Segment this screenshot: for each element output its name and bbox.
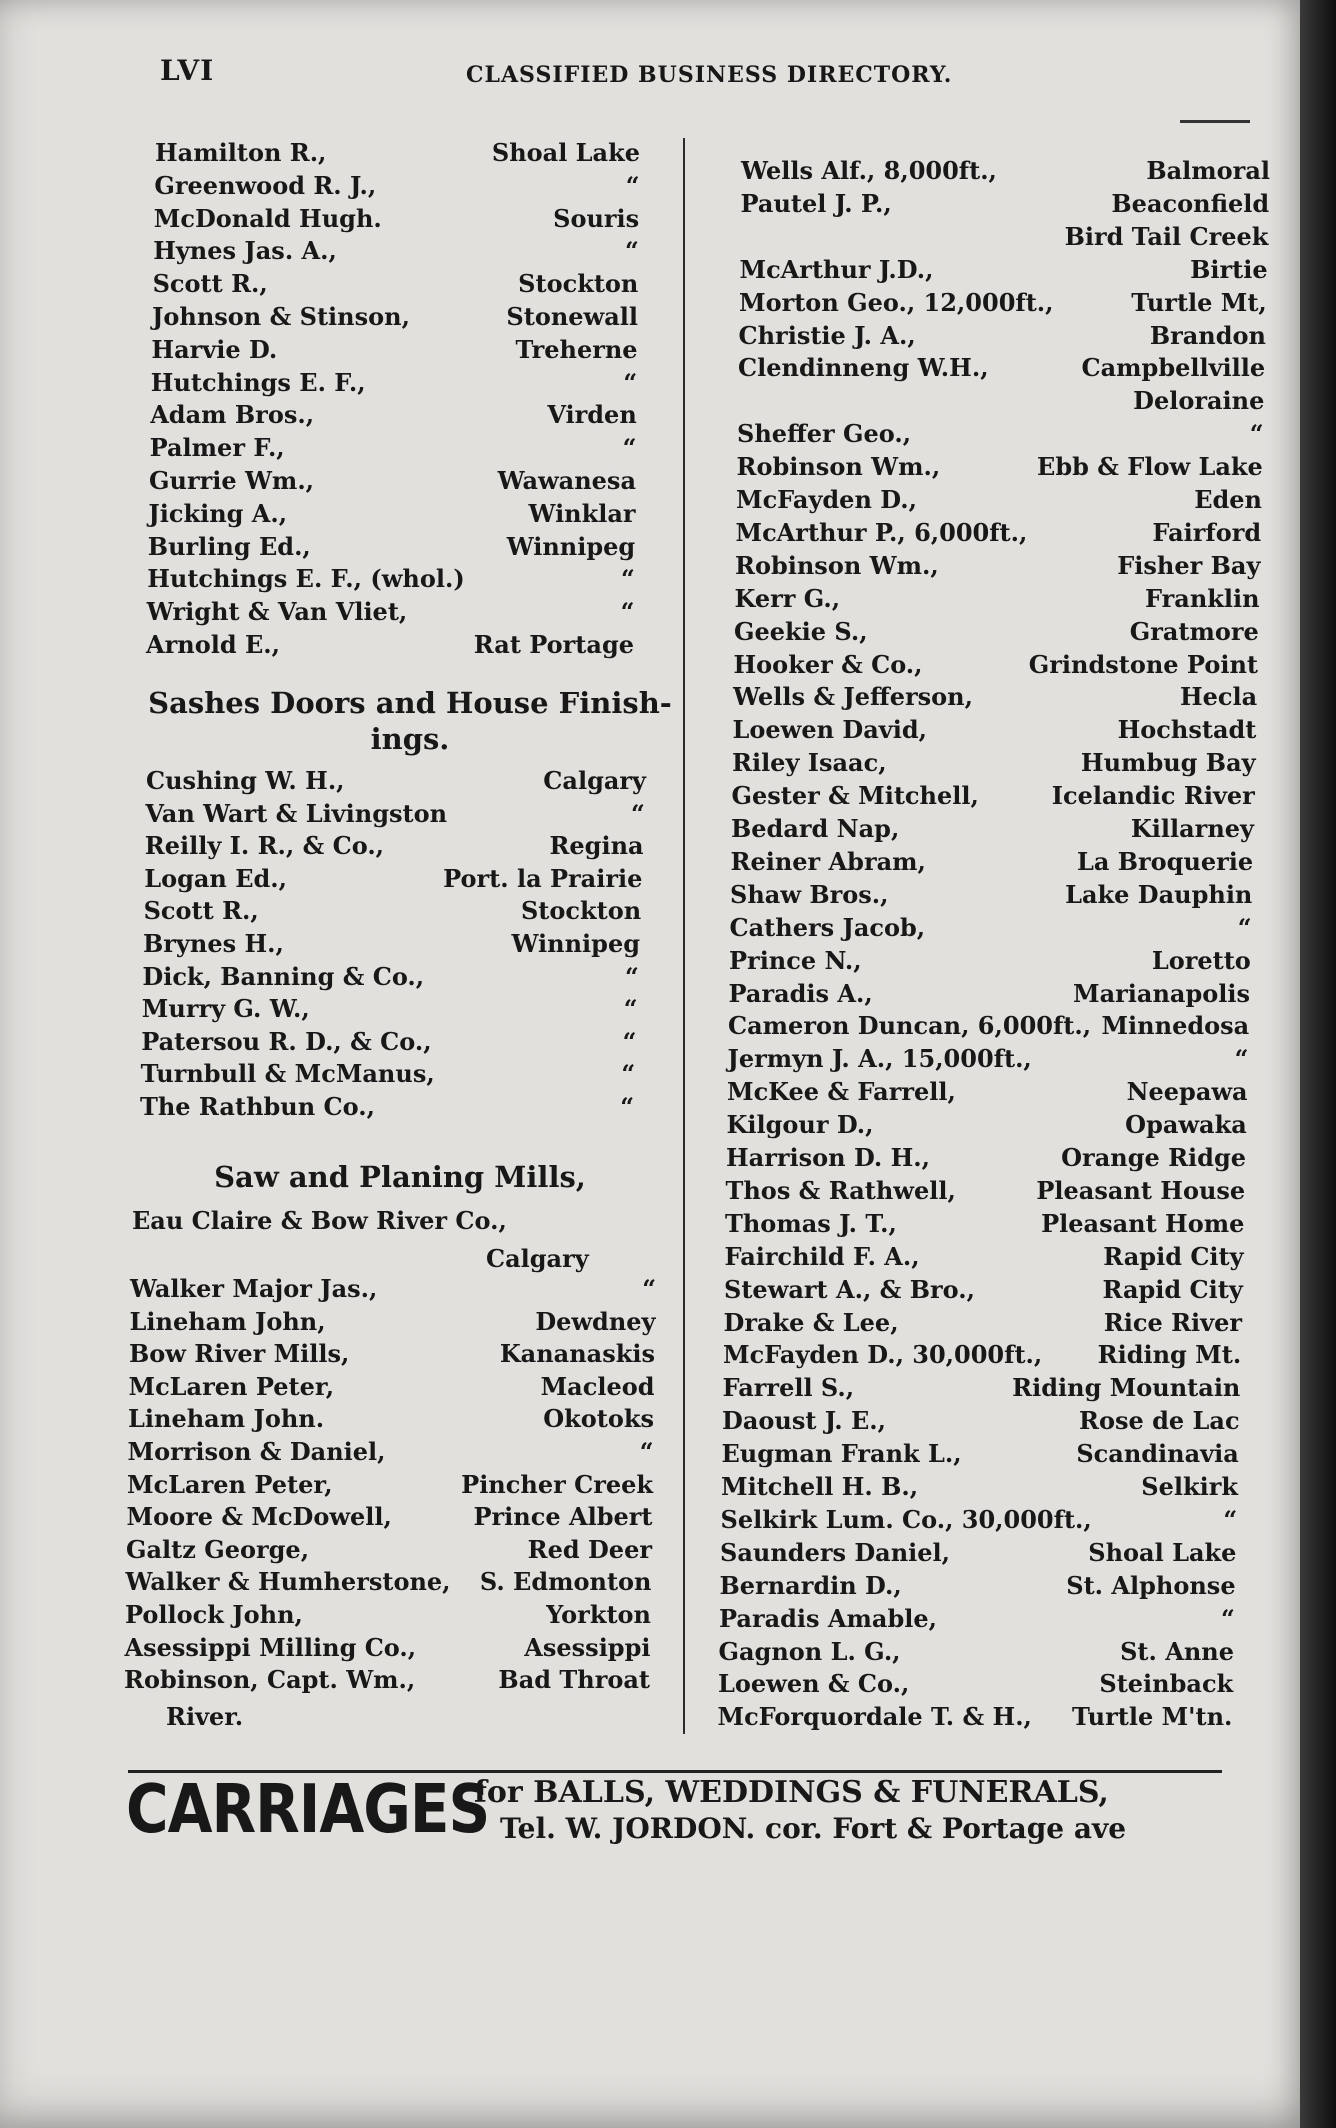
- entry-name: Patersou R. D., & Co.,: [141, 1026, 432, 1056]
- entry-place: Winnipeg: [511, 929, 640, 958]
- entry-name: Morrison & Daniel,: [127, 1437, 386, 1466]
- entry-name: Paradis A.,: [728, 978, 873, 1008]
- entry-name: Hooker & Co.,: [733, 649, 923, 679]
- entry-name: McLaren Peter,: [128, 1371, 335, 1401]
- directory-entry: [721, 1472, 1238, 1504]
- entry-place: Macleod: [540, 1371, 655, 1401]
- entry-place: Beaconfield: [1111, 188, 1270, 218]
- entry-place: Stockton: [520, 896, 642, 926]
- entry-name: Hynes Jas. A.,: [153, 236, 337, 266]
- entry-name: Gagnon L. G.,: [718, 1636, 901, 1666]
- entry-place: Balmoral: [1146, 156, 1270, 185]
- entry-name: Gester & Mitchell,: [731, 781, 979, 811]
- entry-name: Thos & Rathwell,: [725, 1175, 956, 1205]
- entry-place: Winnipeg: [506, 531, 636, 561]
- entry-place: “: [1223, 1504, 1238, 1534]
- directory-entry: [719, 1604, 1235, 1636]
- directory-entry: [143, 929, 640, 961]
- entry-place: Hochstadt: [1117, 715, 1257, 745]
- entry-name: McFayden D.,: [736, 485, 917, 514]
- directory-entry: [731, 814, 1254, 846]
- entry-name: Kilgour D.,: [726, 1110, 874, 1140]
- entry-place: St. Alphonse: [1066, 1570, 1236, 1600]
- entry-name: Shaw Bros.,: [730, 879, 889, 909]
- directory-entry: [148, 499, 635, 531]
- entry-name: Jicking A.,: [148, 498, 288, 528]
- entry-name: Selkirk Lum. Co., 30,000ft.,: [720, 1504, 1092, 1534]
- directory-entry: [736, 485, 1262, 517]
- entry-name: Bernardin D.,: [719, 1570, 902, 1600]
- entry-name: Hamilton R.,: [155, 138, 327, 167]
- directory-entry: [129, 1372, 655, 1404]
- advertisement-headline: CARRIAGES: [126, 1770, 490, 1849]
- directory-entry: [736, 518, 1262, 550]
- entry-place: “: [620, 597, 635, 627]
- directory-entry: [730, 913, 1252, 945]
- entry-name: Arnold E.,: [146, 630, 280, 659]
- entry-place: “: [622, 433, 637, 463]
- entry-place: Rice River: [1103, 1307, 1242, 1337]
- entry-place: Rapid City: [1103, 1241, 1244, 1271]
- entry-name: Jermyn J. A., 15,000ft.,: [727, 1044, 1032, 1074]
- entry-name: Christie J. A.,: [738, 320, 916, 350]
- directory-entry: [126, 1567, 652, 1599]
- entry-place: Port. la Prairie: [443, 863, 643, 893]
- directory-entry: [724, 1275, 1243, 1307]
- directory-entry: [148, 532, 635, 564]
- entry-place: Gratmore: [1129, 616, 1259, 646]
- entry-name: Morton Geo., 12,000ft.,: [739, 287, 1054, 317]
- entry-place: Virden: [547, 400, 637, 430]
- entry-name: Eau Claire & Bow River Co.,: [132, 1206, 507, 1235]
- entry-place: St. Anne: [1120, 1636, 1234, 1666]
- entry-name: Daoust J. E.,: [722, 1406, 886, 1436]
- entry-place: “: [624, 236, 639, 266]
- directory-entry: [721, 1505, 1238, 1537]
- entry-name: McArthur P., 6,000ft.,: [735, 517, 1028, 547]
- entry-place: Deloraine: [1133, 386, 1265, 416]
- entry-place: Eden: [1194, 485, 1262, 514]
- entry-name: Loewen & Co.,: [718, 1669, 910, 1699]
- entry-place: Red Deer: [527, 1534, 652, 1564]
- entry-name: Dick, Banning & Co.,: [142, 961, 425, 991]
- entry-name: Scott R.,: [143, 896, 259, 926]
- entry-place: “: [622, 1026, 637, 1056]
- entry-name: Prince N.,: [729, 945, 862, 975]
- directory-entry: [147, 597, 635, 629]
- directory-entry: [722, 1439, 1239, 1471]
- entry-place: Treherne: [515, 334, 638, 364]
- entry-place: La Broquerie: [1076, 846, 1254, 876]
- book-edge: [1300, 0, 1336, 2128]
- directory-entry: [147, 564, 635, 596]
- directory-entry: [720, 1538, 1236, 1570]
- entry-place: Asessippi: [524, 1632, 651, 1662]
- entry-place: “: [1249, 419, 1264, 449]
- entry-place: Bad Throat: [498, 1665, 650, 1695]
- directory-entry: [125, 1600, 651, 1632]
- directory-entry: [722, 1406, 1240, 1438]
- advertisement-line-1: for BALLS, WEDDINGS & FUNERALS,: [474, 1775, 1109, 1810]
- directory-entry: [728, 1011, 1249, 1043]
- entry-name: Stewart A., & Bro.,: [724, 1274, 975, 1304]
- entry-name: Saunders Daniel,: [720, 1537, 951, 1567]
- directory-entry: [737, 419, 1264, 451]
- section-heading-sashes: Sashes Doors and House Finish-: [148, 686, 672, 720]
- entry-place: “: [642, 1274, 656, 1303]
- entry-place: Scandinavia: [1076, 1439, 1239, 1469]
- entry-place: Franklin: [1145, 583, 1260, 613]
- entry-place: Turtle M'tn.: [1072, 1702, 1233, 1732]
- directory-entry: [128, 1437, 654, 1469]
- entry-name: McFayden D., 30,000ft.,: [723, 1340, 1043, 1370]
- entry-place: Fisher Bay: [1117, 550, 1261, 580]
- entry-place: “: [621, 1059, 636, 1089]
- directory-entry: [733, 682, 1257, 714]
- entry-place: “: [623, 994, 638, 1024]
- entry-name: McLaren Peter,: [127, 1469, 333, 1499]
- directory-entry: [155, 138, 640, 170]
- entry-name: Paradis Amable,: [719, 1603, 938, 1633]
- entry-place: Winklar: [528, 498, 636, 528]
- directory-entry: [738, 386, 1265, 418]
- directory-entry: [724, 1308, 1243, 1340]
- entry-place: Lake Dauphin: [1065, 879, 1253, 909]
- entry-place: “: [623, 367, 638, 397]
- directory-entry: [729, 979, 1251, 1011]
- entry-name: Robinson Wm.,: [735, 550, 939, 580]
- entry-name: Adam Bros.,: [150, 400, 315, 430]
- entry-place: “: [620, 1092, 634, 1121]
- entry-name: Lineham John.: [128, 1404, 325, 1434]
- directory-entry: [149, 466, 636, 498]
- entry-place: Campbellville: [1081, 353, 1266, 383]
- entry-name: Brynes H.,: [143, 929, 284, 958]
- entry-place: “: [625, 170, 640, 200]
- directory-entry: [740, 222, 1268, 254]
- directory-entry: [731, 847, 1254, 879]
- directory-entry: [734, 650, 1259, 682]
- entry-place: Steinback: [1099, 1669, 1234, 1699]
- entry-place: Shoal Lake: [1088, 1537, 1237, 1567]
- entry-continuation: River.: [166, 1702, 244, 1731]
- entry-name: Mitchell H. B.,: [721, 1472, 919, 1501]
- entry-name: Hutchings E. F.,: [150, 367, 366, 397]
- entry-place: Prince Albert: [473, 1502, 653, 1532]
- entry-place: Minnedosa: [1101, 1011, 1250, 1041]
- section-heading-saw: Saw and Planing Mills,: [214, 1160, 586, 1194]
- entry-place: Turtle Mt,: [1131, 287, 1267, 317]
- directory-entry: [127, 1470, 653, 1502]
- column-divider: [683, 138, 685, 1734]
- directory-entry: [728, 1044, 1249, 1076]
- directory-entry: [738, 353, 1265, 385]
- directory-entry: [146, 766, 646, 798]
- entry-name: Galtz George,: [126, 1534, 310, 1564]
- entry-place: Riding Mt.: [1097, 1340, 1242, 1370]
- entry-name: Asessippi Milling Co.,: [124, 1632, 417, 1662]
- directory-entry: [140, 1092, 634, 1124]
- directory-entry: [142, 994, 638, 1026]
- entry-name: Reilly I. R., & Co.,: [144, 831, 385, 861]
- directory-entry: [151, 368, 637, 400]
- entry-place: Rose de Lac: [1079, 1406, 1240, 1436]
- entry-place: “: [1237, 912, 1252, 942]
- entry-place: Humbug Bay: [1080, 748, 1256, 778]
- entry-name: Bow River Mills,: [129, 1339, 350, 1369]
- directory-entry: [127, 1502, 653, 1534]
- entry-name: Cushing W. H.,: [146, 766, 345, 795]
- entry-name: Gurrie Wm.,: [149, 466, 315, 495]
- entry-place: “: [620, 564, 635, 594]
- directory-entry: [725, 1242, 1244, 1274]
- directory-entry: [727, 1110, 1247, 1142]
- entry-name: Wright & Van Vliet,: [146, 597, 408, 627]
- entry-place: Pleasant Home: [1041, 1208, 1245, 1238]
- entry-place: Pleasant House: [1036, 1175, 1246, 1205]
- directory-entry: [719, 1637, 1235, 1669]
- entry-place: Regina: [549, 831, 644, 861]
- directory-entry: [735, 584, 1260, 616]
- entry-place: Stonewall: [506, 302, 638, 331]
- entry-name: Turnbull & McManus,: [140, 1059, 435, 1089]
- entry-place: “: [630, 798, 645, 828]
- entry-place: Hecla: [1179, 682, 1258, 712]
- directory-entry: [732, 748, 1256, 780]
- entry-name: Eugman Frank L.,: [721, 1439, 962, 1469]
- entry-name: Johnson & Stinson,: [152, 302, 410, 331]
- entry-place: Riding Mountain: [1012, 1373, 1241, 1403]
- directory-entry: [718, 1702, 1233, 1734]
- entry-name: Hutchings E. F., (whol.): [147, 564, 465, 594]
- entry-place: Ebb & Flow Lake: [1037, 452, 1263, 482]
- directory-entry: [153, 236, 639, 268]
- entry-place: “: [1220, 1603, 1235, 1633]
- entry-place: Stockton: [518, 269, 639, 299]
- directory-entry: [154, 171, 639, 203]
- directory-entry: [737, 452, 1263, 484]
- directory-entry: [733, 715, 1257, 747]
- directory-entry: [144, 896, 642, 928]
- entry-name: Murry G. W.,: [141, 994, 310, 1024]
- directory-entry: [130, 1307, 656, 1339]
- entry-name: Loewen David,: [732, 715, 927, 745]
- entry-name: Van Wart & Livingston: [145, 798, 448, 828]
- directory-entry: [726, 1176, 1246, 1208]
- directory-entry: [124, 1665, 650, 1697]
- directory-entry: [729, 946, 1251, 978]
- directory-entry: [150, 400, 637, 432]
- directory-entry: [741, 189, 1270, 221]
- entry-place: Calgary: [543, 766, 646, 795]
- directory-entry: [739, 288, 1267, 320]
- directory-entry: [145, 799, 644, 831]
- entry-name: Lineham John,: [129, 1306, 326, 1336]
- entry-name: McDonald Hugh.: [153, 203, 382, 233]
- entry-place: Birtie: [1190, 254, 1268, 284]
- directory-entry: [723, 1340, 1241, 1372]
- directory-entry: [142, 962, 638, 994]
- entry-place: Killarney: [1130, 814, 1254, 843]
- directory-entry: [718, 1669, 1233, 1701]
- entry-name: Wells & Jefferson,: [733, 682, 973, 712]
- entry-name: Greenwood R. J.,: [154, 170, 377, 200]
- entry-name: Pautel J. P.,: [740, 188, 892, 218]
- directory-entry: [732, 781, 1255, 813]
- directory-entry: [152, 302, 638, 334]
- entry-name: Harrison D. H.,: [726, 1143, 931, 1172]
- entry-place: Opawaka: [1125, 1110, 1247, 1140]
- directory-entry: [141, 1027, 636, 1059]
- directory-entry: [144, 864, 642, 896]
- entry-name: Fairchild F. A.,: [724, 1241, 920, 1271]
- entry-name: Farrell S.,: [722, 1373, 855, 1403]
- entry-place: Orange Ridge: [1061, 1143, 1246, 1172]
- entry-name: Harvie D.: [151, 334, 278, 364]
- directory-entry: [145, 831, 644, 863]
- directory-entry: [129, 1339, 655, 1371]
- entry-name: Wells Alf., 8,000ft.,: [741, 156, 997, 185]
- directory-entry: [726, 1143, 1246, 1175]
- entry-name: Drake & Lee,: [723, 1307, 899, 1337]
- entry-place: Okotoks: [543, 1404, 654, 1434]
- directory-entry: [740, 255, 1268, 287]
- directory-entry: [739, 321, 1267, 353]
- entry-name: Walker Major Jas.,: [130, 1274, 378, 1303]
- entry-name: Geekie S.,: [734, 616, 868, 646]
- directory-entry: [151, 335, 637, 367]
- entry-place: Bird Tail Creek: [1064, 221, 1269, 251]
- directory-entry: [125, 1633, 651, 1665]
- running-head: CLASSIFIED BUSINESS DIRECTORY.: [466, 62, 953, 88]
- entry-name: Reiner Abram,: [730, 846, 926, 876]
- entry-place: Souris: [553, 203, 640, 233]
- directory-entry: [154, 204, 639, 236]
- entry-place: Loretto: [1151, 945, 1251, 975]
- directory-entry: [153, 269, 639, 301]
- directory-entry: [734, 617, 1259, 649]
- entry-place: Dewdney: [535, 1306, 656, 1336]
- entry-name: Walker & Humherstone,: [125, 1567, 451, 1597]
- directory-entry: [723, 1373, 1241, 1405]
- entry-name: Kerr G.,: [734, 583, 841, 613]
- entry-place: Brandon: [1149, 320, 1266, 350]
- entry-place: “: [639, 1437, 654, 1466]
- entry-name: Riley Isaac,: [732, 748, 887, 778]
- entry-name: Palmer F.,: [149, 433, 285, 463]
- entry-place: Shoal Lake: [491, 138, 640, 167]
- entry-place: “: [624, 961, 639, 991]
- entry-name: Bedard Nap,: [731, 814, 900, 843]
- header-rule: [1180, 120, 1250, 123]
- entry-place: S. Edmonton: [479, 1567, 652, 1597]
- entry-place: Kananaskis: [499, 1339, 655, 1369]
- directory-entry: [727, 1077, 1248, 1109]
- entry-name: The Rathbun Co.,: [140, 1092, 375, 1121]
- entry-place: Calgary: [486, 1244, 589, 1273]
- directory-entry: [720, 1571, 1236, 1603]
- entry-name: Pollock John,: [125, 1600, 303, 1629]
- directory-entry: [146, 630, 634, 662]
- entry-place: Rapid City: [1102, 1274, 1243, 1304]
- entry-place: Grindstone Point: [1028, 649, 1258, 679]
- entry-name: McForquordale T. & H.,: [717, 1702, 1032, 1732]
- entry-name: McArthur J.D.,: [739, 254, 934, 284]
- directory-entry: [150, 433, 637, 465]
- entry-name: Cathers Jacob,: [729, 912, 926, 942]
- entry-name: Scott R.,: [152, 269, 268, 299]
- entry-place: Yorkton: [546, 1600, 651, 1629]
- entry-place: Neepawa: [1126, 1077, 1248, 1107]
- entry-place: Pincher Creek: [461, 1469, 653, 1499]
- entry-name: Cameron Duncan, 6,000ft.,: [728, 1011, 1092, 1041]
- entry-name: Moore & McDowell,: [126, 1502, 392, 1532]
- entry-place: Fairford: [1152, 517, 1262, 547]
- entry-name: Logan Ed.,: [144, 863, 287, 893]
- entry-place: Selkirk: [1141, 1472, 1238, 1501]
- directory-entry: [741, 156, 1270, 188]
- entry-name: Robinson, Capt. Wm.,: [124, 1665, 416, 1695]
- entry-place: Wawanesa: [497, 466, 636, 495]
- advertisement-line-2: Tel. W. JORDON. cor. Fort & Portage ave: [500, 1812, 1127, 1845]
- entry-place: Marianapolis: [1073, 978, 1250, 1008]
- entry-place: “: [1234, 1044, 1249, 1074]
- entry-name: Sheffer Geo.,: [737, 419, 912, 449]
- entry-name: Thomas J. T.,: [725, 1208, 897, 1238]
- directory-entry: [735, 551, 1260, 583]
- directory-entry: [128, 1404, 654, 1436]
- page-number: LVI: [160, 54, 215, 87]
- directory-entry: [126, 1535, 652, 1567]
- entry-name: McKee & Farrell,: [727, 1077, 956, 1107]
- directory-entry: [725, 1209, 1244, 1241]
- entry-place: Rat Portage: [473, 630, 634, 659]
- entry-name: Clendinneng W.H.,: [738, 353, 989, 383]
- entry-name: Robinson Wm.,: [736, 452, 941, 482]
- entry-place: Icelandic River: [1051, 781, 1255, 811]
- section-heading-sashes-cont: ings.: [370, 722, 450, 756]
- entry-name: Burling Ed.,: [147, 531, 311, 561]
- directory-entry: [730, 880, 1252, 912]
- directory-entry: [141, 1059, 636, 1091]
- directory-entry: [130, 1274, 656, 1306]
